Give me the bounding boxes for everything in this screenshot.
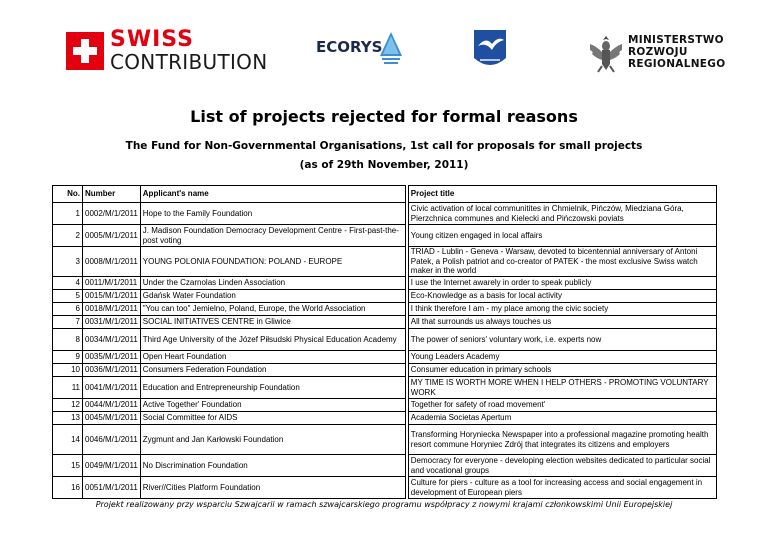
cell-no: 16 xyxy=(53,477,83,499)
swiss-contribution-logo xyxy=(66,27,268,74)
cell-project-title: Civic activation of local communitites in Chmielnik, Pińczów, Miedziana Góra, Pierzchnica communes and Kielecki and Pińczowski poviats xyxy=(408,203,716,225)
page-subtitle: The Fund for Non-Governmental Organisations, 1st call for proposals for small projects xyxy=(125,140,643,152)
cell-number: 0018/M/1/2011 xyxy=(83,303,141,316)
bird-shield-icon xyxy=(470,28,510,72)
cell-number: 0045/M/1/2011 xyxy=(83,412,141,425)
cell-applicant: Under the Czarnolas Linden Association xyxy=(140,277,405,290)
cell-no: 1 xyxy=(53,203,83,225)
cell-no: 4 xyxy=(53,277,83,290)
cell-applicant: Social Committee for AIDS xyxy=(140,412,405,425)
ministry-line3: REGIONALNEGO xyxy=(628,58,726,70)
cell-applicant: River//Cities Platform Foundation xyxy=(140,477,405,499)
table-row xyxy=(53,477,717,499)
ecorys-logo-text: ECORYS xyxy=(316,38,383,56)
polish-eagle-icon xyxy=(588,32,624,74)
cell-project-title: Young Leaders Academy xyxy=(408,351,716,364)
cell-applicant: "You can too" Jemielno, Poland, Europe, the World Association xyxy=(140,303,405,316)
table-row xyxy=(53,316,717,329)
table-row xyxy=(53,364,717,377)
table-row xyxy=(53,412,717,425)
cell-number: 0005/M/1/2011 xyxy=(83,225,141,247)
table-row xyxy=(53,399,717,412)
table-row xyxy=(53,277,717,290)
cell-no: 6 xyxy=(53,303,83,316)
cell-applicant: Active Together' Foundation xyxy=(140,399,405,412)
bird-emblem-logo xyxy=(470,28,510,72)
rejected-projects-table xyxy=(52,185,717,499)
table-row xyxy=(53,247,717,277)
cell-project-title: Consumer education in primary schools xyxy=(408,364,716,377)
ecorys-logo xyxy=(316,32,402,68)
table-row xyxy=(53,290,717,303)
table-row xyxy=(53,203,717,225)
ministry-logo xyxy=(588,32,728,76)
logo-bar xyxy=(0,0,768,90)
swiss-logo-line1: SWISS xyxy=(110,27,194,52)
swiss-flag-icon xyxy=(66,32,104,70)
table-header-row xyxy=(53,186,717,203)
cell-no: 8 xyxy=(53,329,83,351)
cell-applicant: Zygmunt and Jan Karłowski Foundation xyxy=(140,425,405,455)
header-number: Number xyxy=(83,186,141,203)
cell-number: 0031/M/1/2011 xyxy=(83,316,141,329)
header-project-title: Project title xyxy=(408,186,716,203)
table-row xyxy=(53,377,717,399)
cell-no: 5 xyxy=(53,290,83,303)
cell-number: 0011/M/1/2011 xyxy=(83,277,141,290)
cell-project-title: MY TIME IS WORTH MORE WHEN I HELP OTHERS - PROMOTING VOLUNTARY WORK xyxy=(408,377,716,399)
cell-project-title: Young citizen engaged in local affairs xyxy=(408,225,716,247)
cell-no: 11 xyxy=(53,377,83,399)
cell-number: 0015/M/1/2011 xyxy=(83,290,141,303)
cell-no: 13 xyxy=(53,412,83,425)
ministry-line2: ROZWOJU xyxy=(628,46,688,58)
cell-project-title: All that surrounds us always touches us xyxy=(408,316,716,329)
cell-project-title: Transforming Horyniecka Newspaper into a professional magazine promoting health resort commune Horyniec Zdrój that integrates its citizens and employers xyxy=(408,425,716,455)
cell-applicant: YOUNG POLONIA FOUNDATION: POLAND - EUROPE xyxy=(140,247,405,277)
table-row xyxy=(53,329,717,351)
header-no: No. xyxy=(53,186,83,203)
cell-number: 0035/M/1/2011 xyxy=(83,351,141,364)
table-row xyxy=(53,351,717,364)
cell-applicant: Gdańsk Water Foundation xyxy=(140,290,405,303)
cell-number: 0051/M/1/2011 xyxy=(83,477,141,499)
cell-no: 12 xyxy=(53,399,83,412)
as-of-date: (as of 29th November, 2011) xyxy=(299,159,469,171)
cell-project-title: Democracy for everyone - developing election websites dedicated to particular social and vocational groups xyxy=(408,455,716,477)
cell-no: 3 xyxy=(53,247,83,277)
cell-project-title: Culture for piers - culture as a tool for increasing access and social engagement in development of European piers xyxy=(408,477,716,499)
page-title: List of projects rejected for formal reasons xyxy=(190,107,578,126)
table-row xyxy=(53,225,717,247)
cell-no: 15 xyxy=(53,455,83,477)
cell-applicant: J. Madison Foundation Democracy Development Centre - First-past-the-post voting xyxy=(140,225,405,247)
table-row xyxy=(53,425,717,455)
page-footer: Projekt realizowany przy wsparciu Szwajcarii w ramach szwajcarskiego programu współpracy z nowymi krajami członkowskimi Unii Europejskiej xyxy=(95,500,673,509)
cell-no: 7 xyxy=(53,316,83,329)
cell-number: 0046/M/1/2011 xyxy=(83,425,141,455)
cell-no: 10 xyxy=(53,364,83,377)
cell-applicant: No Discrimination Foundation xyxy=(140,455,405,477)
cell-no: 2 xyxy=(53,225,83,247)
cell-number: 0002/M/1/2011 xyxy=(83,203,141,225)
cell-number: 0008/M/1/2011 xyxy=(83,247,141,277)
swiss-logo-line2: CONTRIBUTION xyxy=(110,50,268,74)
cell-project-title: I think therefore I am - my place among the civic society xyxy=(408,303,716,316)
ministry-line1: MINISTERSTWO xyxy=(628,34,724,46)
cell-applicant: SOCIAL INITIATIVES CENTRE in Gliwice xyxy=(140,316,405,329)
ministry-logo-text xyxy=(628,34,725,70)
cell-number: 0036/M/1/2011 xyxy=(83,364,141,377)
cell-applicant: Education and Entrepreneurship Foundation xyxy=(140,377,405,399)
cell-project-title: Academia Societas Apertum xyxy=(408,412,716,425)
cell-applicant: Third Age University of the Józef Piłsudski Physical Education Academy xyxy=(140,329,405,351)
cell-applicant: Consumers Federation Foundation xyxy=(140,364,405,377)
cell-no: 14 xyxy=(53,425,83,455)
cell-project-title: The power of seniors' voluntary work, i.e. experts now xyxy=(408,329,716,351)
cell-number: 0049/M/1/2011 xyxy=(83,455,141,477)
cell-applicant: Open Heart Foundation xyxy=(140,351,405,364)
cell-project-title: Together for safety of road movement' xyxy=(408,399,716,412)
cell-number: 0034/M/1/2011 xyxy=(83,329,141,351)
table-row xyxy=(53,303,717,316)
ecorys-triangle-icon xyxy=(380,32,402,66)
cell-no: 9 xyxy=(53,351,83,364)
cell-project-title: Eco-Knowledge as a basis for local activity xyxy=(408,290,716,303)
cell-number: 0041/M/1/2011 xyxy=(83,377,141,399)
table-row xyxy=(53,455,717,477)
cell-applicant: Hope to the Family Foundation xyxy=(140,203,405,225)
cell-project-title: TRIAD - Lublin - Geneva - Warsaw, devoted to bicentennial anniversary of Antoni Patek, a Polish patriot and co-creator of PATEK - the most exclusive Swiss watch maker in the world xyxy=(408,247,716,277)
header-applicant: Applicant's name xyxy=(140,186,405,203)
cell-number: 0044/M/1/2011 xyxy=(83,399,141,412)
cell-project-title: I use the Internet awarely in order to speak publicly xyxy=(408,277,716,290)
